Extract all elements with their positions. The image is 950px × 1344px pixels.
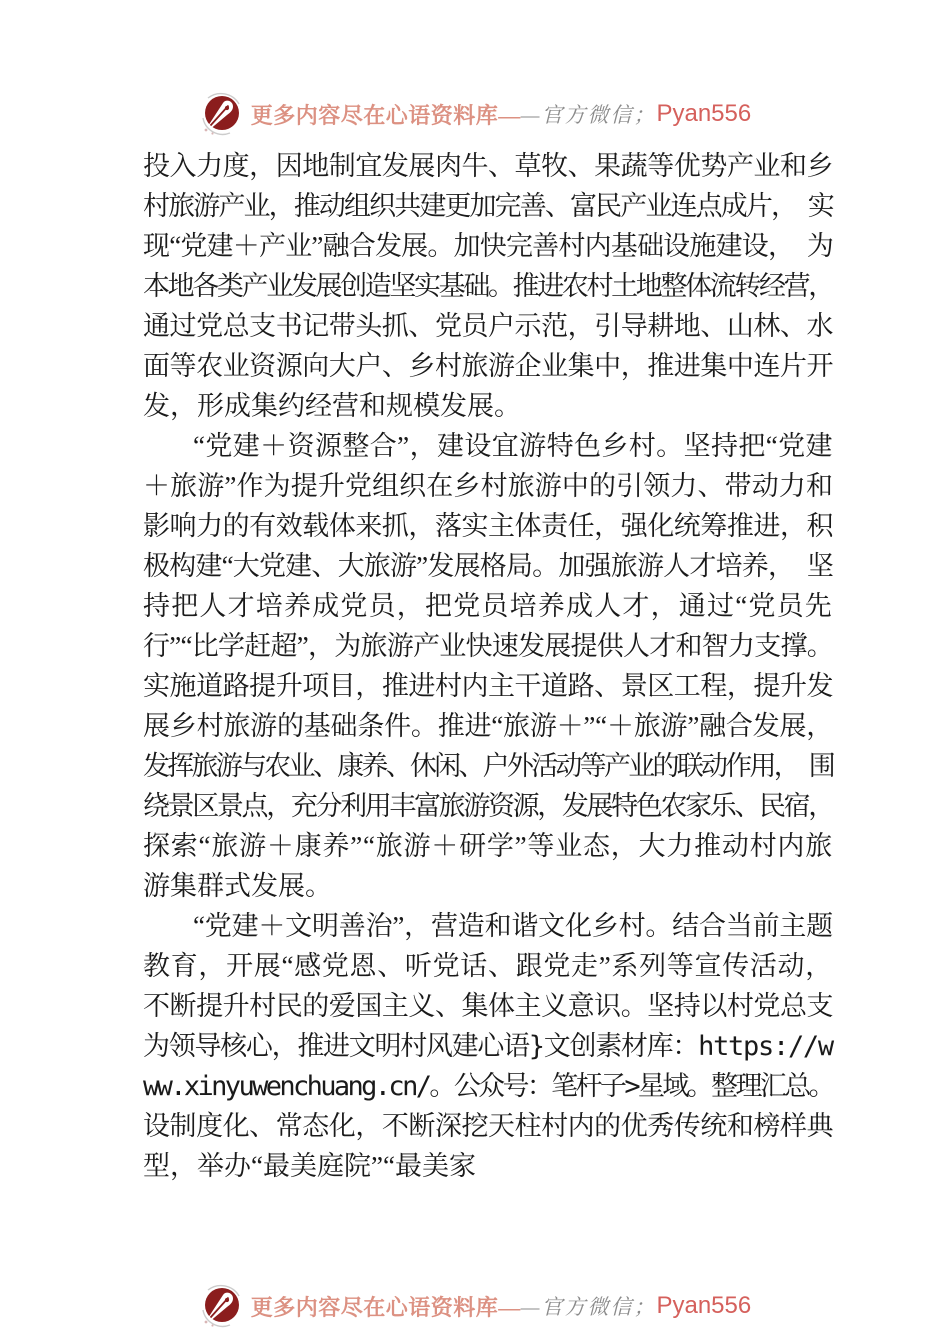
text-line: 极构建“大党建、大旅游”发展格局。加强旅游人才培养， 坚 — [143, 551, 834, 581]
text-line-row — [143, 546, 833, 586]
text-line-row — [143, 746, 833, 786]
header-wechat-label: —官方微信； — [520, 103, 657, 127]
text-line: “党建＋资源整合”，建设宜游特色乡村。坚持把“党建 — [193, 431, 833, 461]
text-line: 持把人才培养成党员，把党员培养成人才，通过“党员先 — [143, 591, 833, 621]
header-brand-text: 更多内容尽在心语资料库— — [250, 102, 521, 128]
text-line: 游集群式发展。 — [143, 871, 332, 901]
text-line-row — [143, 266, 833, 306]
text-line-row — [143, 906, 833, 946]
text-line: 发挥旅游与农业、康养、休闲、户外活动等产业的联动作用， 围 — [143, 751, 834, 781]
text-line: 现“党建＋产业”融合发展。加快完善村内基础设施建设， 为 — [143, 231, 834, 261]
header-wechat-id: Pyan556 — [656, 100, 752, 127]
text-line-row — [143, 986, 833, 1026]
text-line: 本地各类产业发展创造坚实基础。推进农村土地整体流转经营， — [143, 271, 833, 301]
text-line-row — [143, 506, 833, 546]
text-line: 绕景区景点，充分利用丰富旅游资源，发展特色农家乐、民宿， — [143, 791, 833, 821]
footer-brand-text: 更多内容尽在心语资料库— — [250, 1294, 521, 1320]
text-line: 教育，开展“感党恩、听党话、跟党走”系列等宣传活动， — [143, 951, 833, 981]
text-line-row — [143, 306, 833, 346]
footer-wechat-label: —官方微信； — [520, 1295, 657, 1319]
text-line: 探索“旅游＋康养”“旅游＋研学”等业态，大力推动村内旅 — [143, 831, 833, 861]
text-line: 村旅游产业，推动组织共建更加完善、富民产业连点成片， 实 — [143, 191, 833, 221]
text-line-row — [143, 1066, 833, 1106]
text-line: 投入力度，因地制宜发展肉牛、草牧、果蔬等优势产业和乡 — [143, 151, 834, 181]
text-line: “党建＋文明善治”，营造和谐文化乡村。结合当前主题 — [193, 911, 833, 941]
text-line-row — [143, 626, 833, 666]
text-line: 型，举办“最美庭院”“最美家 — [143, 1151, 476, 1181]
text-line-row — [143, 426, 833, 466]
text-line-row — [143, 1106, 833, 1146]
text-line: 展乡村旅游的基础条件。推进“旅游＋”“＋旅游”融合发展， — [143, 711, 834, 741]
text-line: 实施道路提升项目，推进村内主干道路、景区工程，提升发 — [143, 671, 834, 701]
text-line-row — [143, 146, 833, 186]
text-line-row — [143, 866, 833, 906]
text-line-row — [143, 1026, 833, 1066]
text-line-row — [143, 586, 833, 626]
text-line-row — [143, 1146, 833, 1186]
text-line-row — [143, 706, 833, 746]
text-line-row — [143, 186, 833, 226]
text-line: 通过党总支书记带头抓、党员户示范，引导耕地、山林、水 — [143, 311, 834, 341]
text-line-row — [143, 466, 833, 506]
text-line-row — [143, 226, 833, 266]
text-line-row — [143, 946, 833, 986]
text-line-row — [143, 826, 833, 866]
text-line: 影响力的有效载体来抓，落实主体责任，强化统筹推进，积 — [143, 511, 834, 541]
footer-wechat-id: Pyan556 — [656, 1292, 752, 1319]
text-line-row — [143, 786, 833, 826]
header-watermark — [0, 86, 950, 142]
text-line-row — [143, 666, 833, 706]
document-body — [143, 146, 833, 1186]
text-line-row — [143, 386, 833, 426]
text-line: 不断提升村民的爱国主义、集体主义意识。坚持以村党总支 — [143, 991, 834, 1021]
text-line: 行”“比学赶超”，为旅游产业快速发展提供人才和智力支撑。 — [143, 631, 833, 661]
pen-logo-icon — [199, 1283, 245, 1329]
pen-logo-icon — [199, 91, 245, 137]
text-line: 设制度化、常态化，不断深挖天柱村内的优秀传统和榜样典 — [143, 1111, 834, 1141]
text-line: ww.xinyuwenchuang.cn/。公众号：笔杆子>星域。整理汇总。 — [143, 1071, 834, 1102]
text-line: 为领导核心，推进文明村风建心语}文创素材库：https://w — [143, 1031, 833, 1062]
text-line-row — [143, 346, 833, 386]
footer-watermark — [0, 1278, 950, 1334]
text-line: 面等农业资源向大户、乡村旅游企业集中，推进集中连片开 — [143, 351, 834, 381]
text-line: ＋旅游”作为提升党组织在乡村旅游中的引领力、带动力和 — [143, 471, 834, 501]
text-line: 发，形成集约经营和规模发展。 — [143, 391, 521, 421]
